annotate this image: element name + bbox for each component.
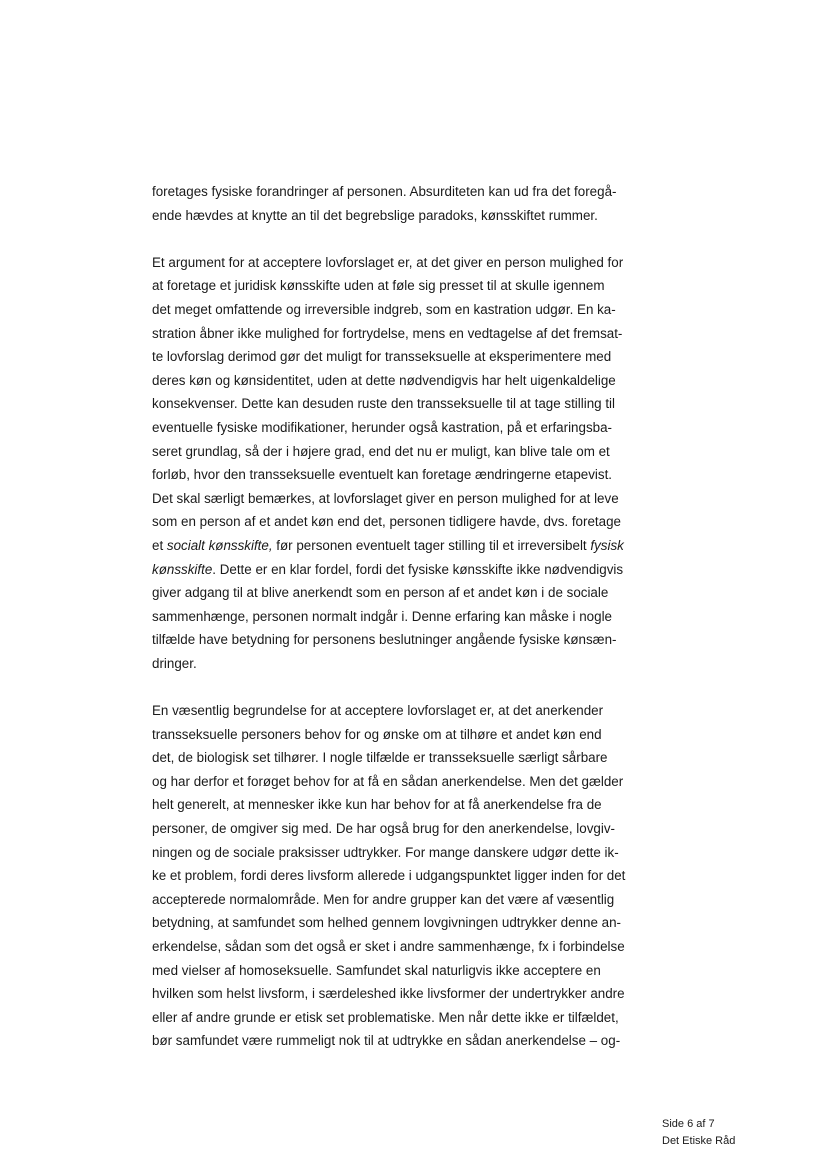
text-line: seret grundlag, så der i højere grad, end det nu er muligt, kan blive tale om et — [152, 443, 610, 459]
text-line: ningen og de sociale praksisser udtrykker. For mange danskere udgør dette ik- — [152, 844, 619, 860]
page-footer — [662, 1116, 735, 1150]
text-segment: et — [152, 537, 167, 553]
text-line: sammenhænge, personen normalt indgår i. Denne erfaring kan måske i nogle — [152, 608, 613, 624]
paragraph — [152, 251, 652, 676]
text-line: Et argument for at acceptere lovforslaget er, at det giver en person mulighed for — [152, 254, 624, 270]
text-line: konsekvenser. Dette kan desuden ruste den transseksuelle til at tage stilling til — [152, 396, 615, 412]
text-segment: før personen eventuelt tager stilling til et irreversibelt — [272, 537, 591, 553]
text-line: og har derfor et forøget behov for at få en sådan anerkendelse. Men det gælder — [152, 773, 624, 789]
text-line: Det skal særligt bemærkes, at lovforslaget giver en person mulighed for at leve — [152, 490, 619, 506]
paragraph-gap — [152, 675, 652, 699]
text-line: accepterede normalområde. Men for andre grupper kan det være af væsentlig — [152, 891, 615, 907]
text-line: dringer. — [152, 655, 197, 671]
text-line: personer, de omgiver sig med. De har også brug for den anerkendelse, lovgiv- — [152, 821, 615, 837]
text-line: det meget omfattende og irreversible indgreb, som en kastration udgør. En ka- — [152, 301, 616, 317]
text-line: betydning, at samfundet som helhed gennem lovgivningen udtrykker denne an- — [152, 915, 621, 931]
text-segment: fysisk — [590, 537, 624, 553]
body-text — [152, 180, 652, 1053]
page-number: Side 6 af 7 — [662, 1118, 715, 1130]
text-line: erkendelse, sådan som det også er sket i andre sammenhænge, fx i forbindelse — [152, 939, 625, 954]
text-line: helt generelt, at mennesker ikke kun har behov for at få anerkendelse fra de — [152, 797, 602, 813]
text-segment: socialt kønsskifte, — [166, 537, 273, 553]
text-line: ke et problem, fordi deres livsform allerede i udgangspunktet ligger inden for det — [152, 868, 626, 884]
text-line: eller af andre grunde er etisk set problematiske. Men når dette ikke er tilfældet, — [152, 1009, 619, 1025]
text-line: En væsentlig begrundelse for at acceptere lovforslaget er, at det anerkender — [152, 703, 604, 719]
text-line: giver adgang til at blive anerkendt som en person af et andet køn i de sociale — [152, 585, 609, 601]
text-line: med vielser af homoseksuelle. Samfundet skal naturligvis ikke acceptere en — [152, 962, 601, 978]
text-segment: . Dette er en klar fordel, fordi det fysiske kønsskifte ikke nødvendigvis — [212, 561, 624, 577]
text-line: hvilken som helst livsform, i særdeleshed ikke livsformer der undertrykker andre — [152, 986, 625, 1002]
paragraph — [152, 699, 652, 1053]
text-line: eventuelle fysiske modifikationer, herunder også kastration, på et erfaringsba- — [152, 419, 613, 435]
text-line: transseksuelle personers behov for og ønske om at tilhøre et andet køn end — [152, 726, 602, 742]
text-line: foretages fysiske forandringer af personen. Absurditeten kan ud fra det foregå- — [152, 184, 617, 199]
paragraph-gap — [152, 227, 652, 251]
text-line: stration åbner ikke mulighed for fortrydelse, mens en vedtagelse af det fremsat- — [152, 325, 623, 341]
paragraph — [152, 180, 652, 227]
text-line — [152, 534, 652, 558]
text-line: at foretage et juridisk kønsskifte uden at føle sig presset til at skulle igennem — [152, 278, 605, 294]
organization-name: Det Etiske Råd — [662, 1135, 736, 1147]
text-line: det, de biologisk set tilhører. I nogle tilfælde er transseksuelle særligt sårbare — [152, 750, 608, 766]
text-line: tilfælde have betydning for personens beslutninger angående fysiske kønsæn- — [152, 632, 617, 648]
text-line: som en person af et andet køn end det, personen tidligere havde, dvs. foretage — [152, 514, 621, 530]
text-line: ende hævdes at knytte an til det begrebslige paradoks, kønsskiftet rummer. — [152, 207, 598, 223]
text-line: deres køn og kønsidentitet, uden at dette nødvendigvis har helt uigenkaldelige — [152, 372, 616, 388]
text-segment: kønsskifte — [152, 561, 213, 577]
text-line — [152, 558, 652, 582]
text-line: forløb, hvor den transseksuelle eventuelt kan foretage ændringerne etapevist. — [152, 467, 613, 483]
text-line: bør samfundet være rummeligt nok til at udtrykke en sådan anerkendelse – og- — [152, 1033, 621, 1049]
text-line: te lovforslag derimod gør det muligt for transseksuelle at eksperimentere med — [152, 349, 612, 365]
